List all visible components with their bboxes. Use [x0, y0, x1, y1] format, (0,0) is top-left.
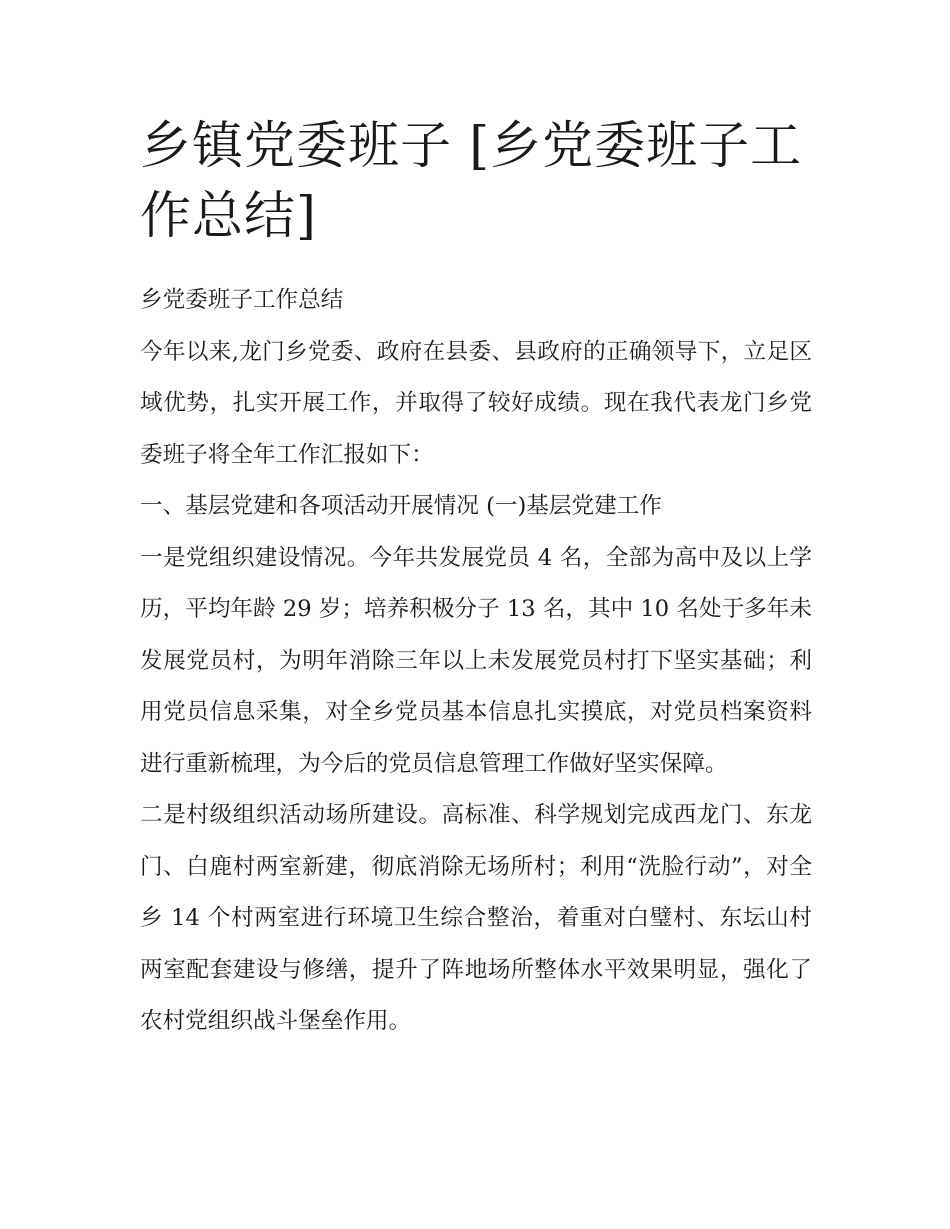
paragraph-party-organization: 一是党组织建设情况。今年共发展党员 4 名，全部为高中及以上学历，平均年龄 29 岁；培养积极分子 13 名，其中 10 名处于多年未发展党员村，为明年消除三年以上未发展党员村打下坚实基础；利用党员信息采集，对全乡党员基本信息扎实摸底，对党员档案资料进行重新梳理，为今后的党员信息管理工作做好坚实保障。	[140, 544, 812, 777]
section-heading: 一、基层党建和各项活动开展情况 (一)基层党建工作	[140, 493, 662, 519]
document-subtitle: 乡党委班子工作总结	[140, 287, 344, 313]
document-body	[140, 275, 812, 1048]
document-title: 乡镇党委班子 [乡党委班子工作总结]	[140, 117, 803, 246]
paragraph-intro: 今年以来,龙门乡党委、政府在县委、县政府的正确领导下，立足区域优势，扎实开展工作，并取得了较好成绩。现在我代表龙门乡党委班子将全年工作汇报如下：	[140, 338, 812, 468]
paragraph-activity-venues: 二是村级组织活动场所建设。高标准、科学规划完成西龙门、东龙门、白鹿村两室新建，彻底消除无场所村；利用“洗脸行动”，对全乡 14 个村两室进行环境卫生综合整治，着重对白璧村、东坛山村两室配套建设与修缮，提升了阵地场所整体水平效果明显，强化了农村党组织战斗堡垒作用。	[140, 802, 812, 1034]
